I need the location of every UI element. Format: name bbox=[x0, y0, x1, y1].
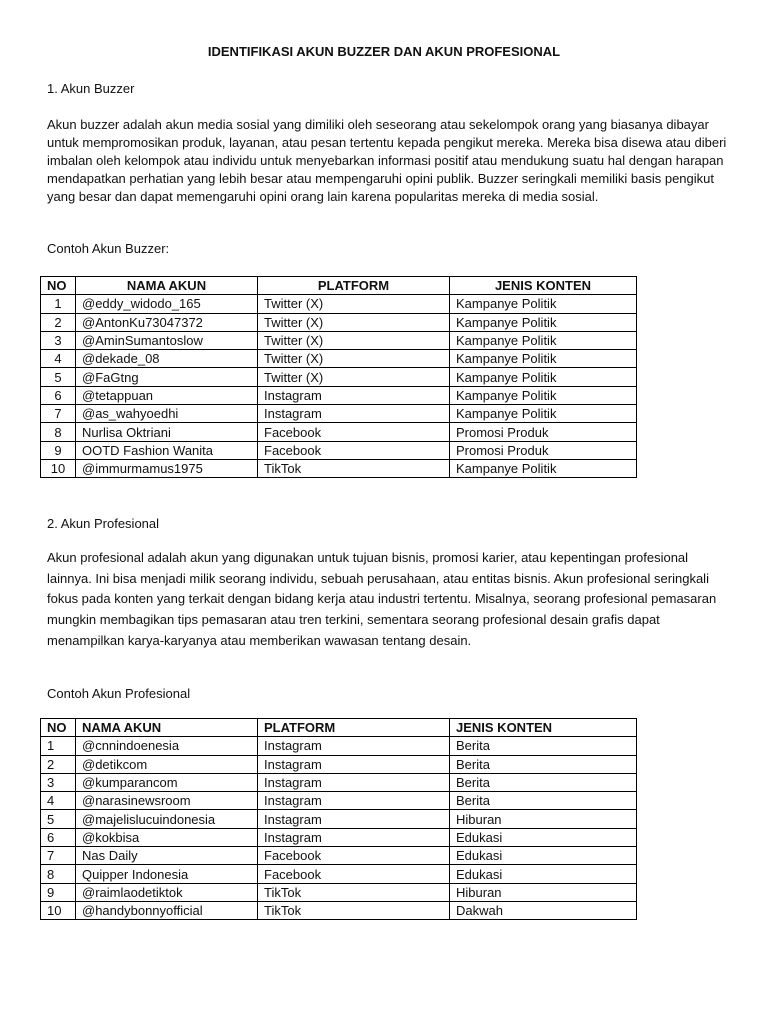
cell-no: 8 bbox=[41, 865, 76, 883]
section1-heading: 1. Akun Buzzer bbox=[47, 81, 135, 96]
cell-jenis-konten: Promosi Produk bbox=[450, 423, 637, 441]
cell-platform: TikTok bbox=[258, 459, 450, 477]
table-row bbox=[41, 810, 637, 828]
section1-paragraph: Akun buzzer adalah akun media sosial yang dimiliki oleh seseorang atau sekelompok orang yang biasanya dibayar untuk mempromosikan produk, layanan, atau pesan tertentu kepada pengikut mereka. Mereka bisa disewa atau diberi imbalan oleh kelompok atau individu untuk menyebarkan informasi positif atau mendukung suatu hal dengan harapan mendapatkan perhatian yang lebih besar atau mempengaruhi opini publik. Buzzer seringkali memiliki basis pengikut yang besar dan dapat memengaruhi opini orang lain karena popularitas mereka di media sosial. bbox=[47, 117, 727, 204]
cell-platform: Facebook bbox=[258, 441, 450, 459]
table-row bbox=[41, 773, 637, 791]
cell-no: 1 bbox=[41, 737, 76, 755]
cell-jenis-konten: Kampanye Politik bbox=[450, 313, 637, 331]
cell-no: 3 bbox=[41, 331, 76, 349]
cell-jenis-konten: Kampanye Politik bbox=[450, 459, 637, 477]
cell-jenis-konten: Promosi Produk bbox=[450, 441, 637, 459]
cell-jenis-konten: Kampanye Politik bbox=[450, 368, 637, 386]
cell-no: 3 bbox=[41, 773, 76, 791]
cell-jenis-konten: Berita bbox=[450, 792, 637, 810]
column-header-no: NO bbox=[41, 277, 76, 295]
cell-nama-akun: @raimlaodetiktok bbox=[76, 883, 258, 901]
cell-no: 10 bbox=[41, 901, 76, 919]
column-header-platform: PLATFORM bbox=[258, 277, 450, 295]
section1-example-label: Contoh Akun Buzzer: bbox=[47, 241, 170, 256]
cell-no: 8 bbox=[41, 423, 76, 441]
cell-no: 6 bbox=[41, 828, 76, 846]
cell-platform: Twitter (X) bbox=[258, 368, 450, 386]
cell-nama-akun: @tetappuan bbox=[76, 386, 258, 404]
table-header-row bbox=[41, 719, 637, 737]
cell-no: 5 bbox=[41, 368, 76, 386]
table-row bbox=[41, 737, 637, 755]
table-row bbox=[41, 792, 637, 810]
cell-platform: Instagram bbox=[258, 737, 450, 755]
cell-nama-akun: Nurlisa Oktriani bbox=[76, 423, 258, 441]
table-row bbox=[41, 459, 637, 477]
cell-platform: Facebook bbox=[258, 423, 450, 441]
table-row bbox=[41, 368, 637, 386]
table-row bbox=[41, 313, 637, 331]
cell-platform: TikTok bbox=[258, 901, 450, 919]
cell-nama-akun: @immurmamus1975 bbox=[76, 459, 258, 477]
cell-nama-akun: @majelislucuindonesia bbox=[76, 810, 258, 828]
cell-nama-akun: @cnnindoenesia bbox=[76, 737, 258, 755]
cell-platform: Instagram bbox=[258, 773, 450, 791]
cell-no: 1 bbox=[41, 295, 76, 313]
cell-jenis-konten: Kampanye Politik bbox=[450, 331, 637, 349]
section2-example-label: Contoh Akun Profesional bbox=[47, 686, 191, 701]
cell-no: 5 bbox=[41, 810, 76, 828]
cell-no: 9 bbox=[41, 441, 76, 459]
table-row bbox=[41, 295, 637, 313]
column-header-platform: PLATFORM bbox=[258, 719, 450, 737]
section2-paragraph: Akun profesional adalah akun yang digunakan untuk tujuan bisnis, promosi karier, atau kepentingan profesional lainnya. Ini bisa menjadi milik seorang individu, sebuah perusahaan, atau entitas bisnis. Akun profesional seringkali fokus pada konten yang terkait dengan bidang kerja atau industri tertentu. Misalnya, seorang profesional pemasaran mungkin membagikan tips pemasaran atau tren terkini, sementara seorang profesional desain grafis dapat menampilkan karya-karyanya atau memberikan wawasan tentang desain. bbox=[47, 550, 717, 648]
cell-platform: Facebook bbox=[258, 847, 450, 865]
table-header-row bbox=[41, 277, 637, 295]
cell-nama-akun: Quipper Indonesia bbox=[76, 865, 258, 883]
cell-jenis-konten: Edukasi bbox=[450, 847, 637, 865]
cell-platform: Twitter (X) bbox=[258, 331, 450, 349]
table-row bbox=[41, 828, 637, 846]
column-header-nama-akun: NAMA AKUN bbox=[76, 277, 258, 295]
cell-nama-akun: @handybonnyofficial bbox=[76, 901, 258, 919]
cell-jenis-konten: Edukasi bbox=[450, 828, 637, 846]
table-row bbox=[41, 847, 637, 865]
table-row bbox=[41, 901, 637, 919]
table-row bbox=[41, 883, 637, 901]
cell-nama-akun: @AminSumantoslow bbox=[76, 331, 258, 349]
section2-heading: 2. Akun Profesional bbox=[47, 516, 160, 531]
cell-jenis-konten: Dakwah bbox=[450, 901, 637, 919]
cell-nama-akun: @AntonKu73047372 bbox=[76, 313, 258, 331]
cell-no: 2 bbox=[41, 313, 76, 331]
cell-nama-akun: @detikcom bbox=[76, 755, 258, 773]
cell-platform: Twitter (X) bbox=[258, 350, 450, 368]
cell-jenis-konten: Hiburan bbox=[450, 883, 637, 901]
cell-no: 2 bbox=[41, 755, 76, 773]
cell-no: 7 bbox=[41, 847, 76, 865]
cell-no: 4 bbox=[41, 350, 76, 368]
cell-jenis-konten: Kampanye Politik bbox=[450, 386, 637, 404]
cell-no: 9 bbox=[41, 883, 76, 901]
cell-jenis-konten: Edukasi bbox=[450, 865, 637, 883]
cell-nama-akun: @narasinewsroom bbox=[76, 792, 258, 810]
table-row bbox=[41, 331, 637, 349]
table-row bbox=[41, 441, 637, 459]
column-header-jenis-konten: JENIS KONTEN bbox=[450, 277, 637, 295]
cell-nama-akun: @as_wahyoedhi bbox=[76, 405, 258, 423]
table-row bbox=[41, 865, 637, 883]
cell-no: 6 bbox=[41, 386, 76, 404]
table-row bbox=[41, 423, 637, 441]
cell-no: 7 bbox=[41, 405, 76, 423]
professional-table bbox=[40, 718, 637, 920]
cell-platform: Instagram bbox=[258, 810, 450, 828]
cell-nama-akun: Nas Daily bbox=[76, 847, 258, 865]
cell-nama-akun: @dekade_08 bbox=[76, 350, 258, 368]
cell-platform: Twitter (X) bbox=[258, 295, 450, 313]
cell-jenis-konten: Berita bbox=[450, 755, 637, 773]
cell-platform: Instagram bbox=[258, 828, 450, 846]
cell-platform: TikTok bbox=[258, 883, 450, 901]
buzzer-table bbox=[40, 276, 637, 478]
cell-jenis-konten: Hiburan bbox=[450, 810, 637, 828]
cell-platform: Instagram bbox=[258, 792, 450, 810]
cell-nama-akun: @kumparancom bbox=[76, 773, 258, 791]
cell-platform: Twitter (X) bbox=[258, 313, 450, 331]
cell-platform: Instagram bbox=[258, 386, 450, 404]
cell-nama-akun: @eddy_widodo_165 bbox=[76, 295, 258, 313]
column-header-nama-akun: NAMA AKUN bbox=[76, 719, 258, 737]
table-row bbox=[41, 405, 637, 423]
table-row bbox=[41, 350, 637, 368]
cell-no: 4 bbox=[41, 792, 76, 810]
cell-jenis-konten: Kampanye Politik bbox=[450, 405, 637, 423]
column-header-no: NO bbox=[41, 719, 76, 737]
table-row bbox=[41, 386, 637, 404]
cell-platform: Instagram bbox=[258, 755, 450, 773]
cell-nama-akun: @FaGtng bbox=[76, 368, 258, 386]
column-header-jenis-konten: JENIS KONTEN bbox=[450, 719, 637, 737]
cell-jenis-konten: Berita bbox=[450, 737, 637, 755]
cell-jenis-konten: Kampanye Politik bbox=[450, 350, 637, 368]
cell-jenis-konten: Kampanye Politik bbox=[450, 295, 637, 313]
cell-nama-akun: OOTD Fashion Wanita bbox=[76, 441, 258, 459]
table-row bbox=[41, 755, 637, 773]
cell-nama-akun: @kokbisa bbox=[76, 828, 258, 846]
cell-no: 10 bbox=[41, 459, 76, 477]
cell-jenis-konten: Berita bbox=[450, 773, 637, 791]
cell-platform: Facebook bbox=[258, 865, 450, 883]
document-title: IDENTIFIKASI AKUN BUZZER DAN AKUN PROFESIONAL bbox=[207, 44, 561, 59]
cell-platform: Instagram bbox=[258, 405, 450, 423]
